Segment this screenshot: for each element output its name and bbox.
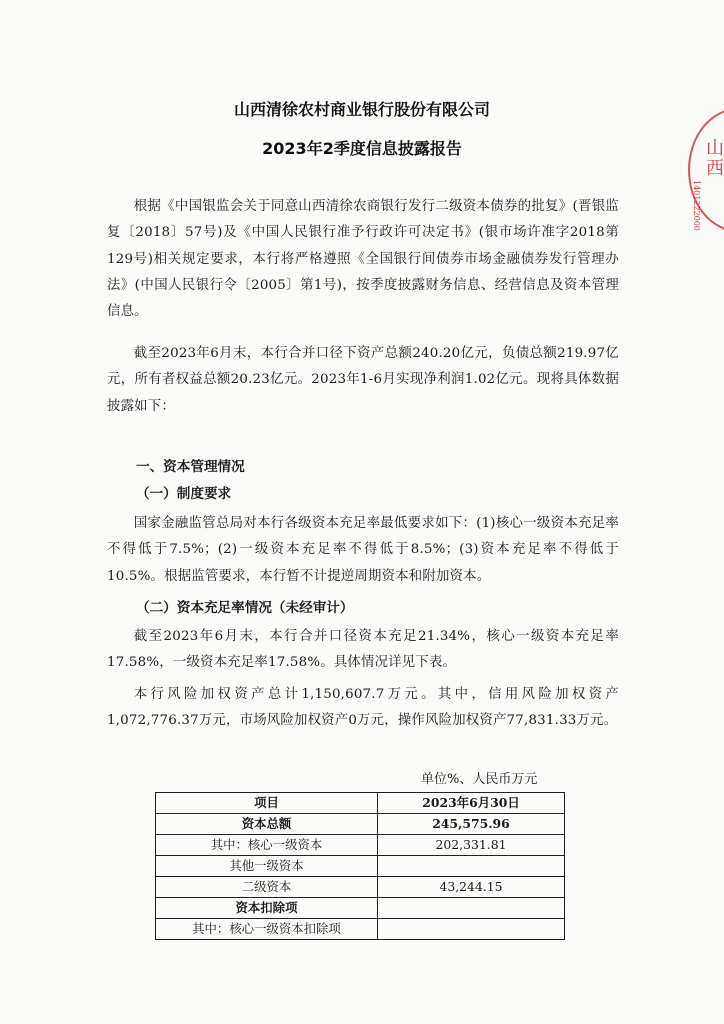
capital-table [155,792,565,940]
table-cell-item: 二级资本 [156,877,378,898]
table-cell-item: 其他一级资本 [156,856,378,877]
rwa-paragraph: 本行风险加权资产总计1,150,607.7万元。其中，信用风险加权资产1,072,776.37万元，市场风险加权资产0万元，操作风险加权资产77,831.33万元。 [107,687,619,729]
table-cell-item: 资本扣除项 [156,898,378,919]
ratios-paragraph: 截至2023年6月末，本行合并口径资本充足21.34%，核心一级资本充足率17.58%，一级资本充足率17.58%。具体情况详见下表。 [107,629,619,671]
table-cell-value: 43,244.15 [378,877,565,898]
subsection-2-heading: （二）资本充足率情况（未经审计） [136,600,354,616]
table-cell-value [378,856,565,877]
table-header-row [156,793,565,814]
bank-name-title: 山西清徐农村商业银行股份有限公司 [233,100,490,119]
intro-paragraph: 根据《中国银监会关于同意山西清徐农商银行发行二级资本债券的批复》(晋银监复〔2018〕57号)及《中国人民银行准予行政许可决定书》(银市场许准字2018第129号)相关规定要求，本行将严格遵照《全国银行间债券市场金融债券发行管理办法》(中国人民银行令〔2005〕第1号)，按季度披露财务信息、经营信息及资本管理信息。 [107,199,619,320]
table-row [156,835,565,856]
table-row [156,814,565,835]
table-cell-value: 202,331.81 [378,835,565,856]
table-unit-label: 单位%、人民币万元 [421,772,538,787]
table-row [156,898,565,919]
table-cell-item: 其中：核心一级资本 [156,835,378,856]
table-row [156,856,565,877]
table-cell-value [378,919,565,940]
table-header-date: 2023年6月30日 [378,793,565,814]
table-cell-value: 245,575.96 [378,814,565,835]
table-row [156,877,565,898]
seal-number: 1401222000 [692,180,701,231]
summary-paragraph: 截至2023年6月末，本行合并口径下资产总额240.20亿元，负债总额219.97亿元，所有者权益总额20.23亿元。2023年1-6月实现净利润1.02亿元。现将具体数据披露如下： [107,346,619,414]
table-cell-value [378,898,565,919]
table-cell-item: 资本总额 [156,814,378,835]
table-row [156,919,565,940]
section-1-heading: 一、资本管理情况 [136,459,245,475]
requirements-paragraph: 国家金融监管总局对本行各级资本充足率最低要求如下：(1)核心一级资本充足率不得低于7.5%；(2)一级资本充足率不得低于8.5%；(3)资本充足率不得低于10.5%。根据监管要求，本行暂不计提逆周期资本和附加资本。 [107,516,619,584]
report-title: 2023年2季度信息披露报告 [262,139,462,158]
subsection-1-heading: （一）制度要求 [136,486,232,502]
table-header-item: 项目 [156,793,378,814]
seal-text: 山西 [703,138,724,178]
table-cell-item: 其中：核心一级资本扣除项 [156,919,378,940]
